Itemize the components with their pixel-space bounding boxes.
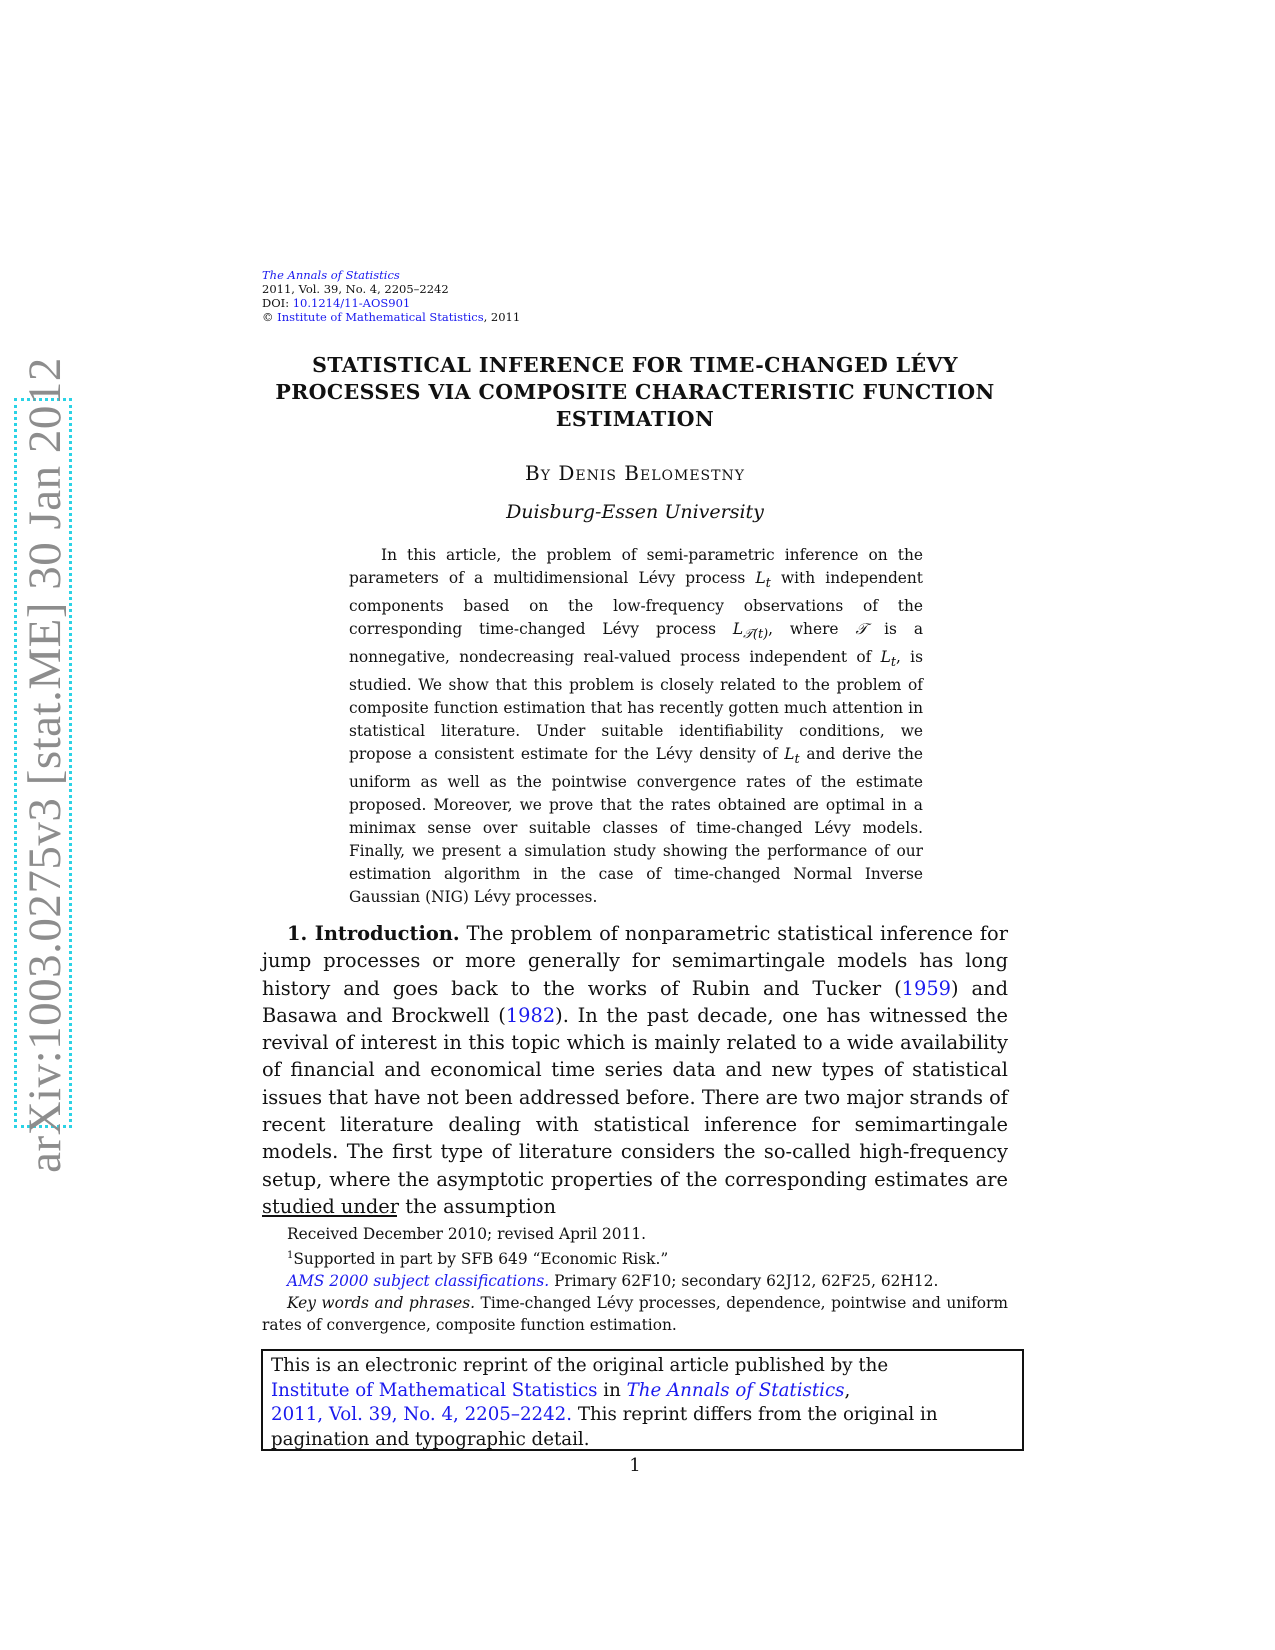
citation-link[interactable]: 1982 (505, 1003, 556, 1027)
body-text: ). In the past decade, one has witnessed the revival of interest in this topic which is mainly related to a wide availability of financial and economical time series data and new types of statistical issues that have not been addressed before. There are two major strands of recent literature dealing with statistical inference for semimartingale models. The first type of literature considers the so-called high-frequency setup, where the asymptotic properties of the corresponding estimates are studied under the assumption (262, 1003, 1008, 1218)
math-symbol: L (732, 620, 744, 639)
reprint-line (271, 1379, 1014, 1404)
introduction-paragraph (262, 920, 1008, 1220)
math-symbol: L (755, 569, 766, 587)
reprint-volume-link[interactable]: 2011, Vol. 39, No. 4, 2205–2242. (271, 1404, 573, 1425)
reprint-institute-link[interactable]: Institute of Mathematical Statistics (271, 1379, 598, 1401)
keywords (262, 1292, 1008, 1336)
author-name: By Denis Belomestny (525, 461, 745, 485)
citation-link[interactable]: 1959 (901, 976, 952, 1000)
footnotes (262, 1223, 1008, 1336)
abstract-text: , is studied. We show that this problem is closely related to the problem of composite function estimation that has recently gotten much attention in statistical literature. Under suitable identifiability conditions, we propose a consistent estimate for the Lévy density of (349, 648, 924, 764)
math-subscript: t (890, 655, 897, 671)
title-line: PROCESSES VIA COMPOSITE CHARACTERISTIC FUNCTION (275, 380, 995, 404)
abstract-text: is a nonnegative, nondecreasing real-valued process independent of (349, 620, 923, 667)
math-subscript: t (794, 752, 800, 768)
math-symbol: L (880, 648, 891, 667)
reprint-text: in (597, 1379, 627, 1401)
reprint-line (271, 1403, 1014, 1428)
reprint-notice (261, 1349, 1024, 1451)
ams-text: Primary 62F10; secondary 62J12, 62F25, 62H12. (549, 1272, 939, 1291)
support-text: Supported in part by SFB 649 “Economic Risk.” (293, 1250, 669, 1269)
body-text: ) and Basawa and Brockwell ( (262, 976, 1008, 1027)
reprint-journal-link[interactable]: The Annals of Statistics (626, 1379, 845, 1401)
section-heading: 1. Introduction. (287, 922, 460, 945)
keywords-text: Time-changed Lévy processes, dependence, pointwise and uniform rates of convergence, composite function estimation. (262, 1294, 1008, 1335)
paper-title (262, 352, 1008, 433)
doi-link[interactable]: 10.1214/11-AOS901 (292, 296, 411, 310)
keywords-label: Key words and phrases. (287, 1294, 476, 1313)
journal-header (262, 268, 520, 324)
math-subscript: t (765, 576, 771, 592)
math-symbol: 𝒯 (855, 620, 868, 639)
author-affiliation: Duisburg-Essen University (506, 501, 764, 523)
arxiv-identifier[interactable]: arXiv:1003.0275v3 [stat.ME] 30 Jan 2012 (19, 357, 71, 1173)
abstract (349, 544, 923, 909)
institute-link[interactable]: Institute of Mathematical Statistics (277, 310, 484, 324)
abstract-text: with independent components based on the low-frequency observations of the corresponding time-changed Lévy process (349, 569, 923, 639)
abstract-text: and derive the uniform as well as the pointwise convergence rates of the estimate proposed. Moreover, we prove that the rates obtained are optimal in a minimax sense over suitable classes of time-changed Lévy models. Finally, we present a simulation study showing the performance of our estimation algorithm in the case of time-changed Normal Inverse Gaussian (NIG) Lévy processes. (349, 745, 923, 907)
ams-classification (262, 1270, 1008, 1292)
page-number: 1 (629, 1455, 641, 1476)
doi-label: DOI: (262, 296, 293, 310)
title-line: ESTIMATION (555, 407, 715, 431)
reprint-line: pagination and typographic detail. (271, 1428, 590, 1450)
reprint-line: This is an electronic reprint of the original article published by the (271, 1355, 889, 1376)
abstract-text: In this article, the problem of semi-parametric inference on the parameters of a multidimensional Lévy process (349, 546, 923, 587)
math-symbol: L (784, 745, 795, 764)
journal-name-link[interactable]: The Annals of Statistics (262, 268, 400, 282)
received-note: Received December 2010; revised April 2011. (287, 1225, 647, 1243)
support-note (262, 1245, 1008, 1270)
volume-line: 2011, Vol. 39, No. 4, 2205–2242 (262, 282, 449, 296)
copyright-icon: © (262, 310, 274, 324)
footnote-divider (262, 1215, 397, 1217)
math-subscript: 𝒯(t) (743, 627, 769, 643)
body-text: The problem of nonparametric statistical inference for jump processes or more generally for semimartingale models has long history and goes back to the works of Rubin and Tucker ( (262, 922, 1009, 1000)
copyright-year: , 2011 (483, 310, 521, 324)
ams-classification-link[interactable]: AMS 2000 subject classifications. (287, 1272, 550, 1291)
footnote-mark: 1 (287, 1250, 294, 1261)
reprint-text: This reprint differs from the original in (572, 1404, 938, 1425)
reprint-text: , (844, 1379, 851, 1401)
title-line: STATISTICAL INFERENCE FOR TIME-CHANGED LÉVY (312, 353, 958, 377)
abstract-text: , where (768, 620, 856, 639)
